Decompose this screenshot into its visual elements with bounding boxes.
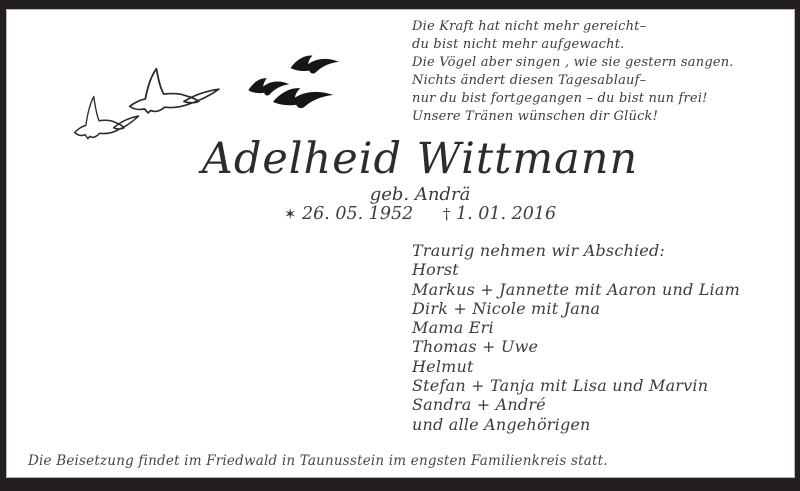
mourner-name: Sandra + André [412,395,546,415]
poem-line: Die Kraft hat nicht mehr gereicht– [412,19,647,34]
life-dates [120,203,720,225]
life-dates-block [120,203,720,225]
birth-name: geb. Andrä [369,184,471,205]
mourners-intro: Traurig nehmen wir Abschied: [412,241,666,260]
mourners-list [412,241,740,434]
flying-birds-silhouette-icon [241,48,343,118]
memorial-poem [412,18,734,126]
mourner-name: und alle Angehörigen [412,414,591,434]
funeral-info: Die Beisetzung findet im Friedwald in Taunusstein im engsten Familienkreis statt. [28,453,608,469]
death-group [443,204,556,224]
mourner-name: Stefan + Tanja mit Lisa und Marvin [412,376,709,396]
mourner-name: Mama Eri [412,318,494,338]
poem-line: du bist nicht mehr aufgewacht. [412,37,625,52]
mourner-name: Markus + Jannette mit Aaron und Liam [412,279,740,299]
mourner-name: Dirk + Nicole mit Jana [412,298,601,318]
death-cross-icon: † [442,205,451,223]
deceased-name-block [120,134,720,184]
mourner-name: Thomas + Uwe [412,337,539,357]
mourner-name: Horst [412,260,459,280]
poem-line: Unsere Tränen wünschen dir Glück! [412,109,659,124]
deceased-name: Adelheid Wittmann [201,134,639,184]
poem-line: Die Vögel aber singen , wie sie gestern sangen. [412,55,734,70]
obituary-card [6,9,795,478]
poem-line: nur du bist fortgegangen – du bist nun frei! [412,91,708,106]
birth-date: 26. 05. 1952 [301,204,414,224]
poem-line: Nichts ändert diesen Tagesablauf– [412,73,647,88]
mourner-name: Helmut [412,356,474,376]
death-date: 1. 01. 2016 [455,204,557,224]
born-star-icon: ✶ [283,205,297,223]
